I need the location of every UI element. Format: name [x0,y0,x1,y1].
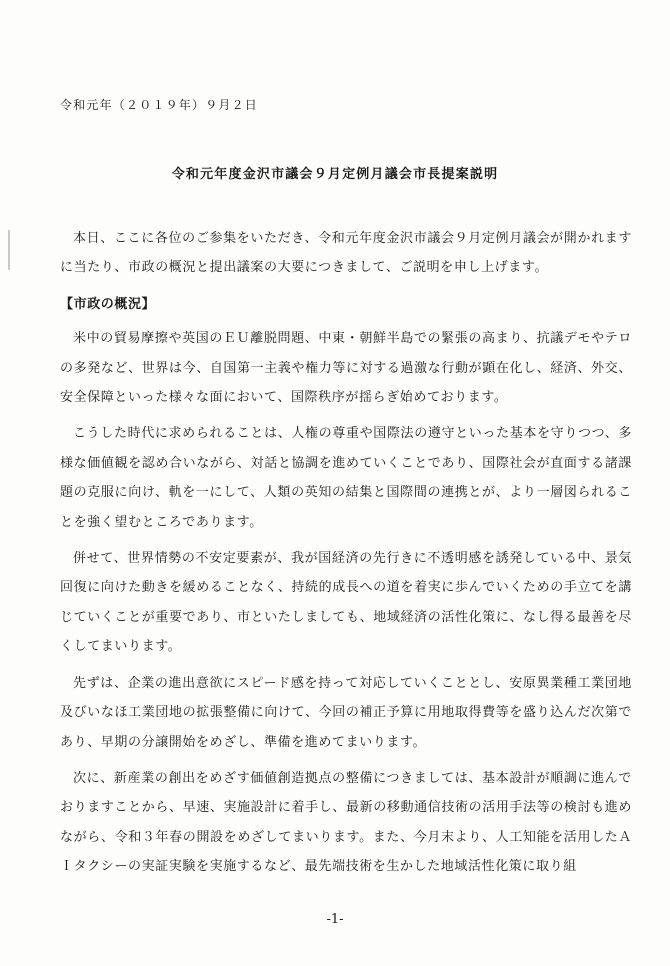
paragraph: 次に、新産業の創出をめざす価値創造拠点の整備につきましては、基本設計が順調に進んでおりますことから、早速、実施設計に着手し、最新の移動通信技術の活用手法等の検討も進めながら、令和３年春の開設をめざしてまいります。また、今月末より、人工知能を活用したＡＩタクシーの実証実験を実施するなど、最先端技術を生かした地域活性化策に取り組 [60,770,632,875]
scan-edge-mark [8,230,10,270]
paragraph: 併せて、世界情勢の不安定要素が、我が国経済の先行きに不透明感を誘発している中、景気回復に向けた動きを緩めることなく、持続的成長への道を着実に歩んでいくための手立てを講じていくことが重要であり、市といたしましても、地域経済の活性化策に、なし得る最善を尽くしてまいります。 [60,551,632,655]
document-date: 令和元年（２０１９年）９月２日 [60,98,259,112]
document-title: 令和元年度金沢市議会９月定例月議会市長提案説明 [171,167,499,182]
page-number: -1- [326,912,344,927]
paragraph-intro: 本日、ここに各位のご参集をいただき、令和元年度金沢市議会９月定例月議会が開かれますに当たり、市政の概況と提出議案の大要につきまして、ご説明を申し上げます。 [60,231,632,276]
section-heading: 【市政の概況】 [60,296,156,312]
paragraph: 先ずは、企業の進出意欲にスピード感を持って対応していくこととし、安原異業種工業団地及びいなほ工業団地の拡張整備に向けて、今回の補正予算に用地取得費等を盛り込んだ次第であり、早期の分譲開始をめざし、準備を進めてまいります。 [60,675,632,750]
paragraph: 米中の貿易摩擦や英国のＥＵ離脱問題、中東・朝鮮半島での緊張の高まり、抗議デモやテロの多発など、世界は今、自国第一主義や権力等に対する過激な行動が顕在化し、経済、外交、安全保障といった様々な面において、国際秩序が揺らぎ始めております。 [60,331,632,406]
document-body [60,224,632,889]
paragraph: こうした時代に求められることは、人権の尊重や国際法の遵守といった基本を守りつつ、多様な価値観を認め合いながら、対話と協調を進めていくことであり、国際社会が直面する諸課題の克服に向け、軌を一にして、人類の英知の結集と国際間の連携とが、より一層図られることを強く望むところであります。 [60,426,632,530]
